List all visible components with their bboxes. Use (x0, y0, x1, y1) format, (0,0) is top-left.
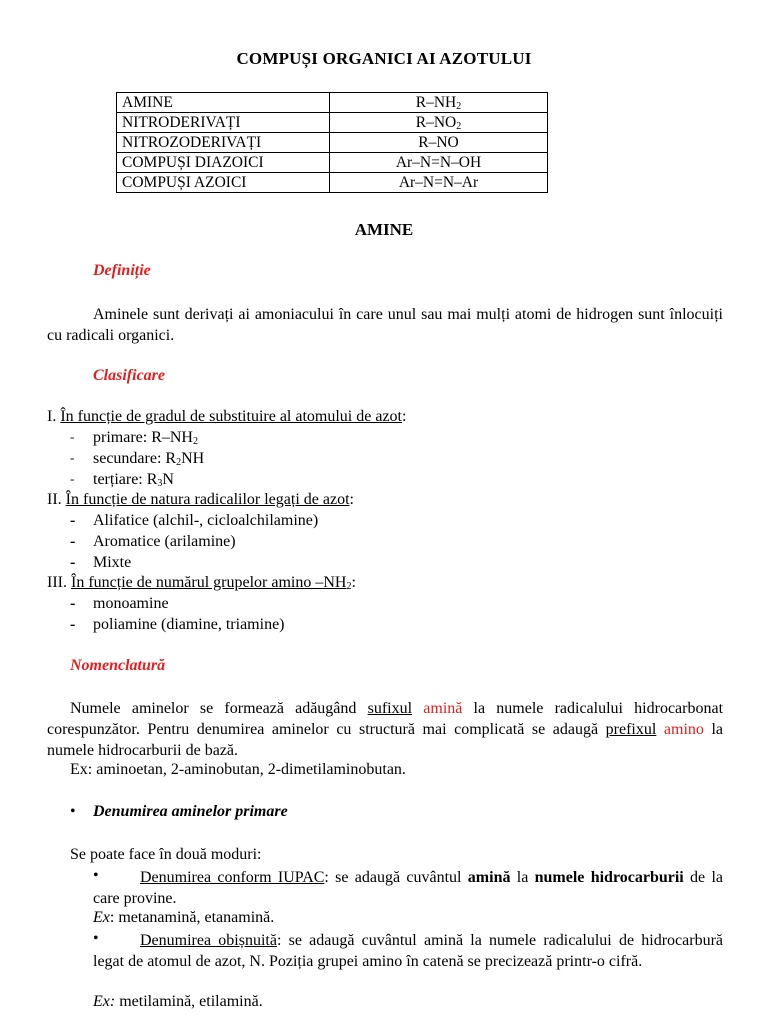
list-dash: - (70, 616, 76, 633)
formula-text: Ar–N=N–OH (395, 154, 482, 171)
nomenclatura-paragraph (47, 698, 723, 761)
nomenclatura-heading: Nomenclatură (70, 657, 166, 674)
list-dash: - (70, 512, 76, 529)
method-1-example-label: Ex (93, 909, 110, 926)
group-1-colon: : (402, 408, 407, 425)
list-dash: - (70, 471, 75, 486)
group-3-label-text: În funcție de numărul grupelor amino –NH (70, 574, 347, 591)
method-1-label: Denumirea conform IUPAC (140, 869, 325, 886)
group-1-heading (47, 408, 406, 426)
formula-text: R–NO (418, 134, 459, 151)
formula-subscript: 2 (456, 121, 462, 132)
sufixul-word: sufixul (367, 700, 413, 717)
nomenclatura-text-1: Numele aminelor se formează adăugând (70, 700, 368, 717)
table-row (117, 113, 548, 133)
method-1-bold-amina: amină (467, 869, 511, 886)
item-subscript: 3 (157, 478, 163, 489)
compound-formula (330, 173, 548, 193)
group-2-heading (47, 491, 354, 509)
formula-text: R–NH (415, 94, 457, 111)
page-title: COMPUȘI ORGANICI AI AZOTULUI (236, 49, 532, 68)
definitie-heading: Definiție (93, 262, 151, 279)
nomenclatura-text-2: la numele radicalului hidrocarbonat corespunzător. Pentru denumirea aminelor cu structură mai complicată se adaugă (47, 700, 724, 738)
list-item (93, 429, 198, 447)
group-1-label: În funcție de gradul de substituire al atomului de azot (60, 408, 402, 425)
group-2-number: II. (47, 491, 62, 508)
amine-heading: AMINE (354, 220, 414, 239)
method-1-bullet: • (93, 867, 99, 884)
primare-bullet: • (70, 803, 76, 820)
item-subscript: 2 (176, 457, 182, 468)
compound-class: NITROZODERIVAȚI (117, 133, 330, 153)
group-3-heading (47, 574, 356, 592)
method-2-label: Denumirea obișnuită (140, 932, 277, 949)
group-3-label (71, 574, 351, 591)
prefixul-word: prefixul (605, 721, 657, 738)
group-2-colon: : (349, 491, 354, 508)
list-dash: - (70, 595, 76, 612)
list-item: monoamine (93, 595, 169, 612)
item-subscript: 2 (192, 436, 198, 447)
method-1-text-d: de la care provine. (93, 869, 723, 907)
item-text: primare: R–NH (93, 429, 193, 446)
compound-formula (330, 113, 548, 133)
primare-intro: Se poate face în două moduri: (70, 846, 262, 863)
list-item: Mixte (93, 554, 132, 571)
compound-class: NITRODERIVAȚI (117, 113, 330, 133)
item-text: secundare: R (93, 450, 177, 467)
amina-word: amină (423, 700, 463, 717)
group-2-label: În funcție de natura radicalilor legați de azot (65, 491, 350, 508)
compound-formula (330, 133, 548, 153)
list-dash: - (70, 554, 76, 571)
method-2-text: : se adaugă cuvântul amină la numele radicalului de hidrocarbură legat de atomul de azot, N. Poziția grupei amino în catenă se precizează printr-o cifră. (93, 932, 723, 970)
method-2-paragraph (93, 930, 723, 972)
formula-text: Ar–N=N–Ar (398, 174, 479, 191)
method-2-bullet: • (93, 930, 99, 947)
table-row (117, 173, 548, 193)
nomenclatura-text-3: la numele hidrocarburii de bază. (47, 721, 724, 759)
method-1-paragraph (93, 867, 723, 909)
group-3-subscript: 2 (346, 581, 352, 592)
list-item: poliamine (diamine, triamine) (93, 616, 285, 633)
item-text-after: N (162, 471, 174, 488)
compounds-table (116, 92, 548, 193)
formula-text: R–NO (415, 114, 457, 131)
list-item: Alifatice (alchil-, cicloalchilamine) (93, 512, 319, 529)
method-2-example-label: Ex: (93, 993, 116, 1010)
table-row (117, 93, 548, 113)
primare-heading: Denumirea aminelor primare (93, 803, 288, 820)
list-item: Aromatice (arilamine) (93, 533, 236, 550)
group-1-number: I. (47, 408, 57, 425)
compound-formula (330, 153, 548, 173)
method-2-example (93, 993, 263, 1011)
compound-class: COMPUȘI AZOICI (117, 173, 330, 193)
table-row (117, 133, 548, 153)
method-1-example (93, 909, 274, 927)
method-1-text-a: : se adaugă cuvântul (324, 869, 468, 886)
table-row (117, 153, 548, 173)
list-dash: - (70, 450, 75, 465)
group-3-number: III. (47, 574, 67, 591)
list-item (93, 471, 174, 489)
method-1-text-c: la (510, 869, 535, 886)
amino-word: amino (663, 721, 704, 738)
method-2-example-text: metilamină, etilamină. (115, 993, 263, 1010)
list-dash: - (70, 533, 76, 550)
compound-class: AMINE (117, 93, 330, 113)
nomenclatura-example: Ex: aminoetan, 2-aminobutan, 2-dimetilaminobutan. (70, 761, 406, 778)
definitie-text: Aminele sunt derivați ai amoniacului în care unul sau mai mulți atomi de hidrogen sunt înlocuiți cu radicali organici. (47, 306, 723, 344)
group-3-colon: : (351, 574, 356, 591)
compound-class: COMPUȘI DIAZOICI (117, 153, 330, 173)
compound-formula (330, 93, 548, 113)
formula-subscript: 2 (456, 101, 462, 112)
method-1-bold-hidrocarburii: numele hidrocarburii (534, 869, 684, 886)
method-1-example-text: : metanamină, etanamină. (109, 909, 275, 926)
item-text-after: NH (181, 450, 205, 467)
list-dash: - (70, 429, 75, 444)
clasificare-heading: Clasificare (93, 367, 165, 384)
item-text: terțiare: R (93, 471, 158, 488)
list-item (93, 450, 204, 468)
